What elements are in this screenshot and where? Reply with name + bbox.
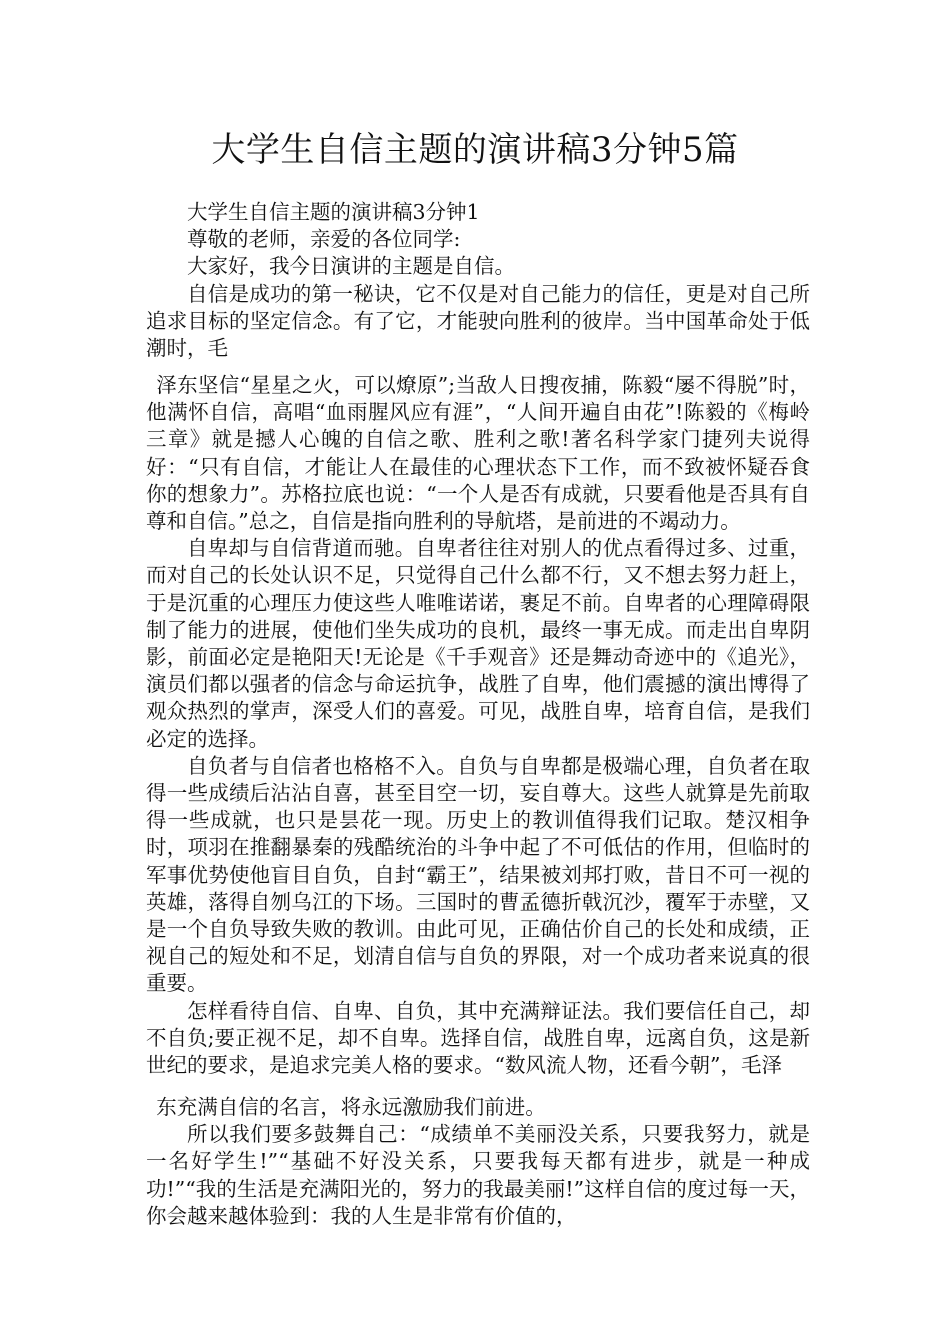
paragraph-3: 自负者与自信者也格格不入。自负与自卑都是极端心理，自负者在取得一些成绩后沾沾自喜，甚至目空一切，妄自尊大。这些人就算是先前取得一些成就，也只是昙花一现。历史上的教训值得我们记取。楚汉相争时，项羽在推翻暴秦的残酷统治的斗争中起了不可低估的作用，但临时的军事优势使他盲目自负，自封“霸王”，结果被刘邦打败，昔日不可一视的英雄，落得自刎乌江的下场。三国时的曹孟德折戟沉沙，覆军于赤壁，又是一个自负导致失败的教训。由此可见，正确估价自己的长处和成绩，正视自己的短处和不足，划清自信与自负的界限，对一个成功者来说真的很重要。 — [146, 753, 810, 996]
greeting: 大家好，我今日演讲的主题是自信。 — [187, 254, 515, 279]
paragraph-4: 怎样看待自信、自卑、自负，其中充满辩证法。我们要信任自己，却不自负;要正视不足，却不自卑。选择自信，战胜自卑，远离自负，这是新世纪的要求，是追求完美人格的要求。“数风流人物，还看今朝”，毛泽 — [146, 998, 810, 1078]
salutation: 尊敬的老师，亲爱的各位同学: — [187, 227, 461, 252]
section-heading: 大学生自信主题的演讲稿3分钟1 — [187, 200, 480, 224]
paragraph-4-continued: 东充满自信的名言，将永远激励我们前进。 — [156, 1095, 546, 1119]
paragraph-2: 自卑却与自信背道而驰。自卑者往往对别人的优点看得过多、过重，而对自己的长处认识不足，只觉得自己什么都不行，又不想去努力赶上，于是沉重的心理压力使这些人唯唯诺诺，裹足不前。自卑者的心理障碍限制了能力的进展，使他们坐失成功的良机，最终一事无成。而走出自卑阴影，前面必定是艳阳天!无论是《千手观音》还是舞动奇迹中的《追光》，演员们都以强者的信念与命运抗争，战胜了自卑，他们震撼的演出博得了观众热烈的掌声，深受人们的喜爱。可见，战胜自卑，培育自信，是我们必定的选择。 — [146, 536, 810, 751]
paragraph-1: 自信是成功的第一秘诀，它不仅是对自己能力的信任，更是对自己所追求目标的坚定信念。有了它，才能驶向胜利的彼岸。当中国革命处于低潮时，毛 — [146, 281, 810, 361]
paragraph-5: 所以我们要多鼓舞自己：“成绩单不美丽没关系，只要我努力，就是一名好学生!”“基础不好没关系，只要我每天都有进步，就是一种成功!”“我的生活是充满阳光的，努力的我最美丽!”这样自信的度过每一天，你会越来越体验到：我的人生是非常有价值的， — [146, 1122, 810, 1228]
document-title: 大学生自信主题的演讲稿3分钟5篇 — [211, 130, 739, 170]
paragraph-1-continued: 泽东坚信“星星之火，可以燎原”;当敌人日搜夜捕，陈毅“屡不得脱”时，他满怀自信，高唱“血雨腥风应有涯”，“人间开遍自由花”!陈毅的《梅岭三章》就是撼人心魄的自信之歌、胜利之歌!著名科学家门捷列夫说得好：“只有自信，才能让人在最佳的心理状态下工作，而不致被怀疑吞食你的想象力”。苏格拉底也说：“一个人是否有成就，只要看他是否具有自尊和自信。”总之，自信是指向胜利的导航塔，是前进的不竭动力。 — [146, 373, 810, 534]
text-block-closing — [146, 1094, 810, 1230]
text-block-intro — [146, 199, 810, 362]
text-block-main — [146, 372, 810, 1079]
